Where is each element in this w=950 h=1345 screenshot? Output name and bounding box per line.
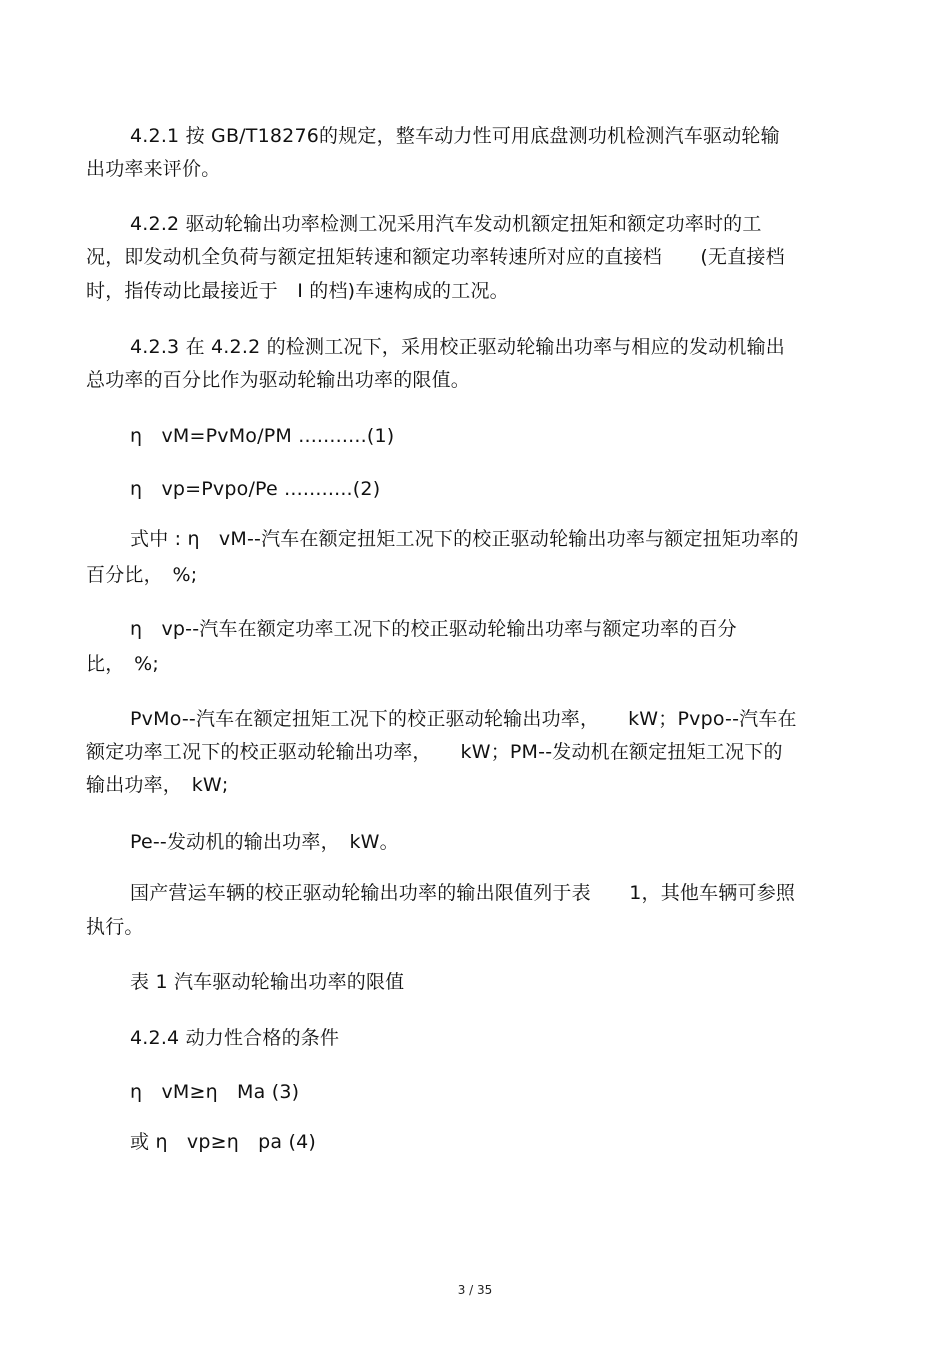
definition-pvmo-line-3: 输出功率， kW; xyxy=(86,774,229,796)
table-1-caption: 表 1 汽车驱动轮输出功率的限值 xyxy=(130,971,405,993)
formula-1: η vM=PvMo/PM ...........(1) xyxy=(130,425,395,447)
formula-2: η vp=Pvpo/Pe ...........(2) xyxy=(130,478,381,500)
condition-3: η vM≥η Ma (3) xyxy=(130,1081,300,1103)
page-number: 3 / 35 xyxy=(457,1283,493,1297)
definition-eta-vm-line-1: 式中 : η vM--汽车在额定扭矩工况下的校正驱动轮输出功率与额定扭矩功率的 xyxy=(130,528,799,550)
definition-pvmo-line-2: 额定功率工况下的校正驱动轮输出功率， kW；PM--发动机在额定扭矩工况下的 xyxy=(86,741,783,763)
para-4-2-2-line-2: 况，即发动机全负荷与额定扭矩转速和额定功率转速所对应的直接档 (无直接档 xyxy=(86,246,785,268)
section-4-2-4-heading: 4.2.4 动力性合格的条件 xyxy=(130,1027,340,1049)
para-4-2-3-line-2: 总功率的百分比作为驱动轮输出功率的限值。 xyxy=(86,369,471,391)
definition-eta-vm-line-2: 百分比， %; xyxy=(86,564,198,586)
definition-eta-vp-line-1: η vp--汽车在额定功率工况下的校正驱动轮输出功率与额定功率的百分 xyxy=(130,618,737,640)
para-4-2-3-line-1: 4.2.3 在 4.2.2 的检测工况下，采用校正驱动轮输出功率与相应的发动机输出 xyxy=(130,336,786,358)
definition-eta-vp-line-2: 比， %; xyxy=(86,653,159,675)
definition-pe: Pe--发动机的输出功率， kW。 xyxy=(130,831,399,853)
para-4-2-2-line-3: 时，指传动比最接近于 Ⅰ 的档)车速构成的工况。 xyxy=(86,280,509,302)
para-4-2-1-line-2: 出功率来评价。 xyxy=(86,158,221,180)
para-4-2-2-line-1: 4.2.2 驱动轮输出功率检测工况采用汽车发动机额定扭矩和额定功率时的工 xyxy=(130,213,762,235)
para-4-2-1-line-1: 4.2.1 按 GB/T18276的规定，整车动力性可用底盘测功机检测汽车驱动轮输 xyxy=(130,125,780,147)
limit-values-line-1: 国产营运车辆的校正驱动轮输出功率的输出限值列于表 1，其他车辆可参照 xyxy=(130,882,796,904)
limit-values-line-2: 执行。 xyxy=(86,916,144,938)
condition-4: 或 η vp≥η pa (4) xyxy=(130,1131,317,1153)
definition-pvmo-line-1: PvMo--汽车在额定扭矩工况下的校正驱动轮输出功率， kW；Pvpo--汽车在 xyxy=(130,708,797,730)
